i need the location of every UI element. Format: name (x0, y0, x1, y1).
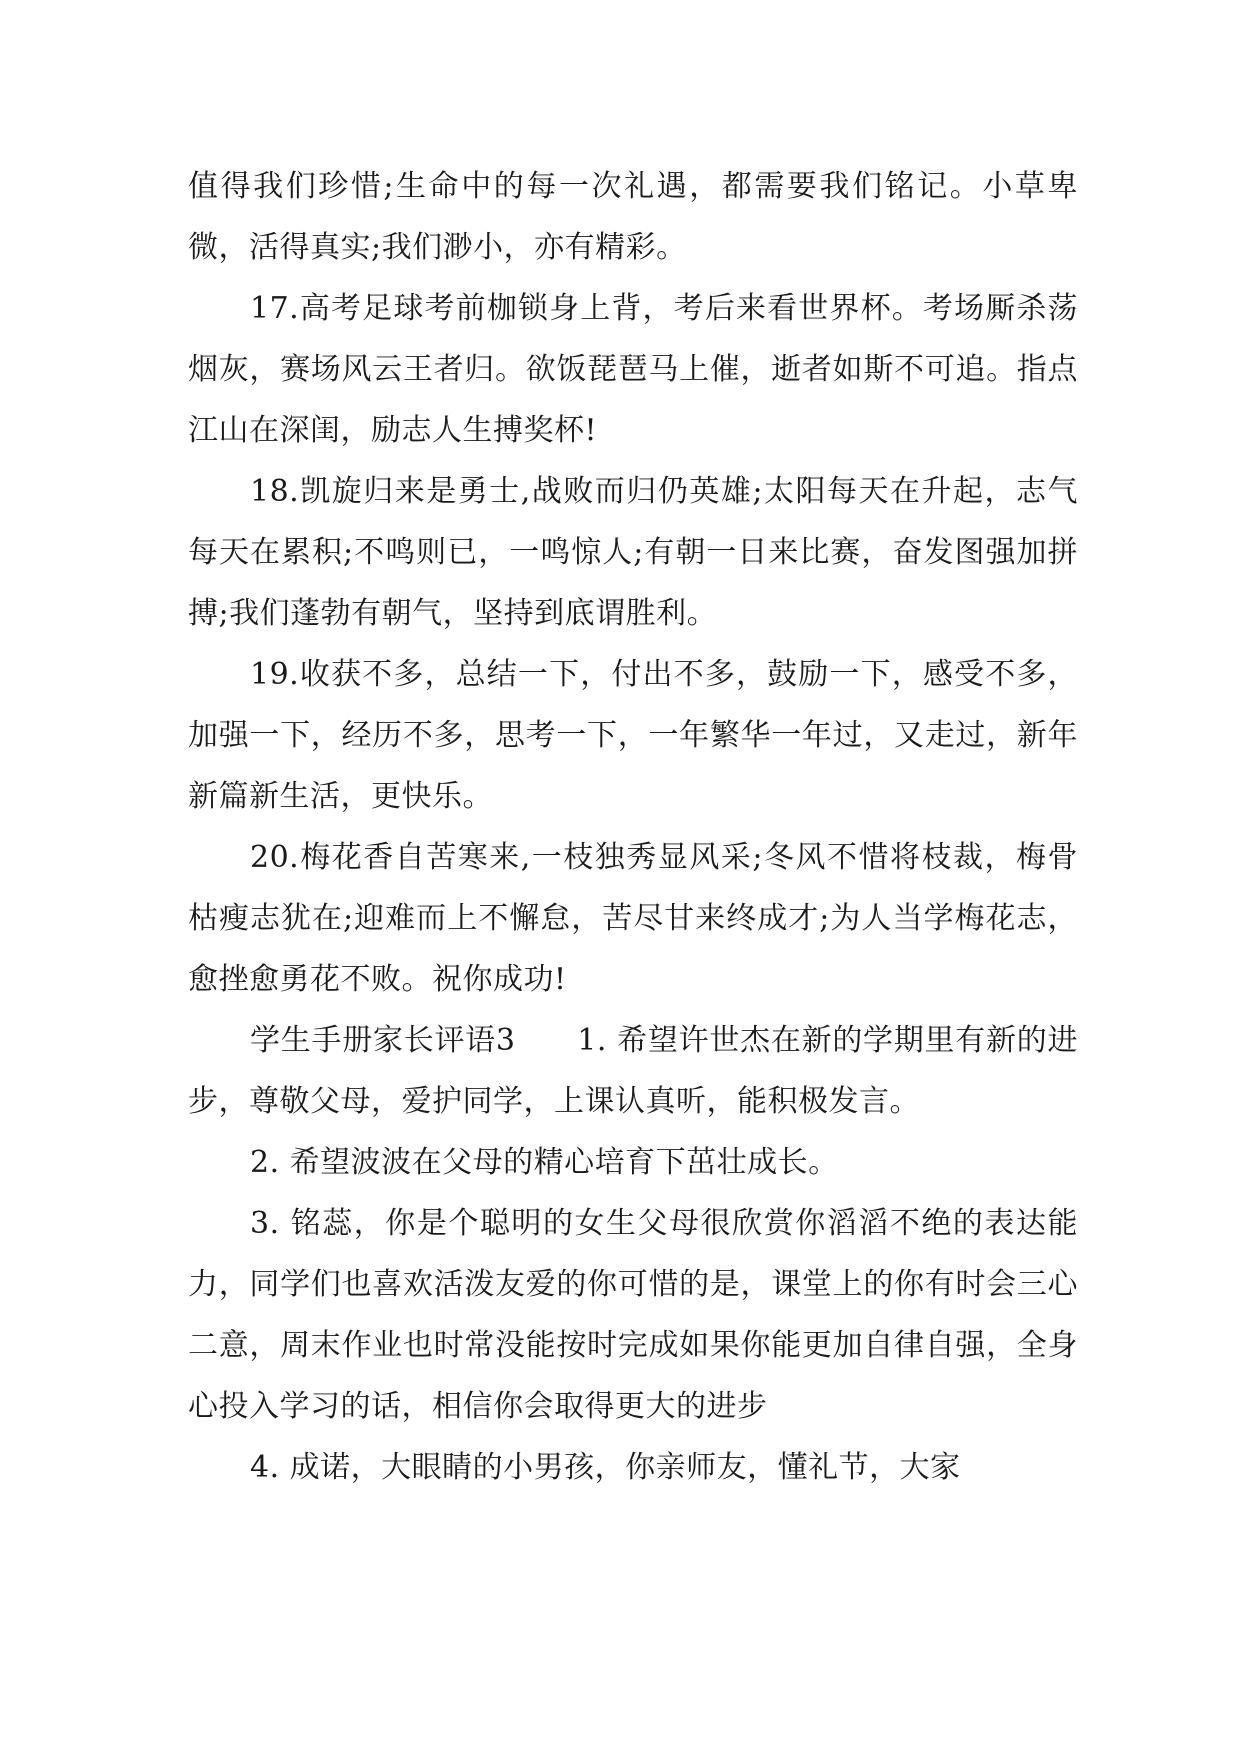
paragraph-item-17: 17.高考足球考前枷锁身上背，考后来看世界杯。考场厮杀荡烟灰，赛场风云王者归。欲饭琵琶马上催，逝者如斯不可追。指点江山在深闺，励志人生搏奖杯! (188, 291, 1078, 448)
paragraph-item-20: 20.梅花香自苦寒来,一枝独秀显风采;冬风不惜将枝裁，梅骨枯瘦志犹在;迎难而上不懈怠，苦尽甘来终成才;为人当学梅花志，愈挫愈勇花不败。祝你成功! (188, 840, 1078, 997)
paragraph-item-19: 19.收获不多，总结一下，付出不多，鼓励一下，感受不多，加强一下，经历不多，思考一下，一年繁华一年过，又走过，新年新篇新生活，更快乐。 (188, 657, 1078, 814)
paragraph-section-3-item-2: 2. 希望波波在父母的精心培育下茁壮成长。 (250, 1145, 839, 1180)
paragraph-section-3-item-1: 学生手册家长评语3 1. 希望许世杰在新的学期里有新的进步，尊敬父母，爱护同学，上课认真听，能积极发言。 (188, 1023, 1078, 1119)
document-body (188, 156, 1078, 1498)
paragraph-section-3-item-4: 4. 成诺，大眼睛的小男孩，你亲师友，懂礼节，大家 (250, 1450, 961, 1485)
paragraph-continuation: 值得我们珍惜;生命中的每一次礼遇，都需要我们铭记。小草卑微，活得真实;我们渺小，亦有精彩。 (188, 169, 1078, 265)
paragraph-section-3-item-3: 3. 铭蕊，你是个聪明的女生父母很欣赏你滔滔不绝的表达能力，同学们也喜欢活泼友爱的你可惜的是，课堂上的你有时会三心二意，周末作业也时常没能按时完成如果你能更加自律自强，全身心投入学习的话，相信你会取得更大的进步 (188, 1206, 1078, 1424)
paragraph-item-18: 18.凯旋归来是勇士,战败而归仍英雄;太阳每天在升起，志气每天在累积;不鸣则已，一鸣惊人;有朝一日来比赛，奋发图强加拼搏;我们蓬勃有朝气，坚持到底谓胜利。 (188, 474, 1078, 631)
